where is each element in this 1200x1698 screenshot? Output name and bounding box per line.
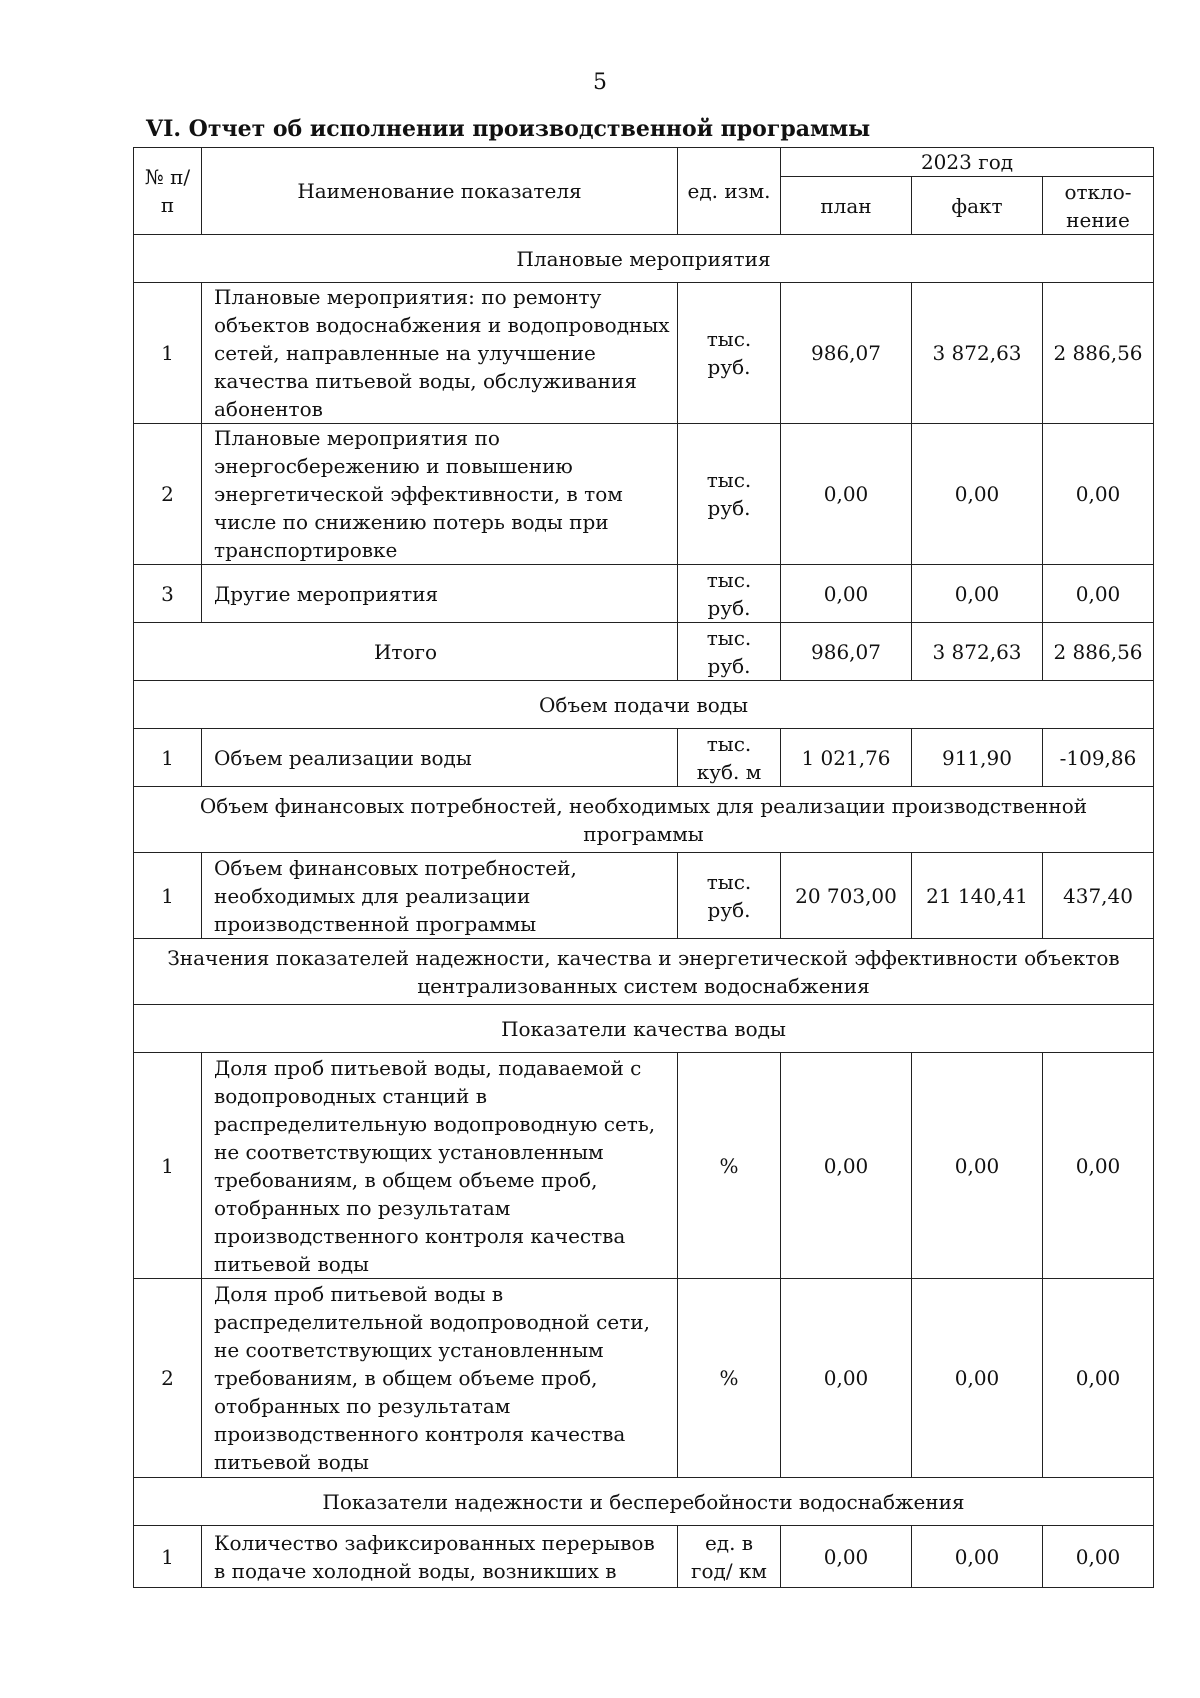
table-row [134,565,1154,623]
table-row [134,424,1154,565]
cell-deviation: 0,00 [1043,424,1154,565]
cell-deviation: 0,00 [1043,1279,1154,1478]
cell-unit: ед. в год/ км [678,1526,781,1588]
cell-plan: 0,00 [781,1279,912,1478]
header-deviation: откло-нение [1043,177,1154,235]
cell-num: 1 [134,283,202,424]
cell-plan: 1 021,76 [781,729,912,787]
cell-fact: 911,90 [912,729,1043,787]
total-label: Итого [134,623,678,681]
cell-plan: 0,00 [781,565,912,623]
cell-name: Другие мероприятия [202,565,678,623]
header-unit: ед. изм. [678,148,781,235]
cell-deviation: 0,00 [1043,1053,1154,1279]
cell-unit: тыс. руб. [678,623,781,681]
cell-num: 1 [134,1526,202,1588]
cell-fact: 3 872,63 [912,623,1043,681]
table-row [134,1053,1154,1279]
cell-fact: 0,00 [912,565,1043,623]
table-row [134,729,1154,787]
cell-fact: 0,00 [912,424,1043,565]
cell-unit: тыс. руб. [678,424,781,565]
cell-fact: 0,00 [912,1053,1043,1279]
cell-unit: % [678,1279,781,1478]
cell-name: Объем финансовых потребностей, необходимых для реализации производственной программы [202,853,678,939]
cell-num: 1 [134,729,202,787]
table-row [134,1526,1154,1588]
table-row [134,283,1154,424]
cell-unit: тыс. руб. [678,565,781,623]
section-title-cell: Плановые мероприятия [134,235,1154,283]
total-row [134,623,1154,681]
header-num: № п/п [134,148,202,235]
cell-plan: 20 703,00 [781,853,912,939]
section-title-cell: Значения показателей надежности, качества и энергетической эффективности объектов централизованных систем водоснабжения [134,939,1154,1005]
header-name: Наименование показателя [202,148,678,235]
cell-deviation: -109,86 [1043,729,1154,787]
header-fact: факт [912,177,1043,235]
cell-plan: 0,00 [781,1053,912,1279]
section-title-cell: Показатели надежности и бесперебойности водоснабжения [134,1478,1154,1526]
cell-num: 1 [134,1053,202,1279]
header-year: 2023 год [781,148,1154,177]
section-row [134,681,1154,729]
cell-fact: 21 140,41 [912,853,1043,939]
table-row [134,853,1154,939]
cell-deviation: 2 886,56 [1043,283,1154,424]
cell-deviation: 437,40 [1043,853,1154,939]
section-title-cell: Показатели качества воды [134,1005,1154,1053]
cell-name: Доля проб питьевой воды, подаваемой с водопроводных станций в распределительную водопроводную сеть, не соответствующих установленным требованиям, в общем объеме проб, отобранных по результатам производственного контроля качества питьевой воды [202,1053,678,1279]
cell-unit: тыс. руб. [678,853,781,939]
cell-num: 2 [134,1279,202,1478]
page-number: 5 [593,70,607,95]
section-row [134,235,1154,283]
cell-plan: 986,07 [781,623,912,681]
header-plan: план [781,177,912,235]
cell-fact: 0,00 [912,1279,1043,1478]
cell-num: 2 [134,424,202,565]
cell-name: Доля проб питьевой воды в распределительной водопроводной сети, не соответствующих установленным требованиям, в общем объеме проб, отобранных по результатам производственного контроля качества питьевой воды [202,1279,678,1478]
cell-num: 1 [134,853,202,939]
cell-name: Плановые мероприятия: по ремонту объектов водоснабжения и водопроводных сетей, направленные на улучшение качества питьевой воды, обслуживания абонентов [202,283,678,424]
cell-fact: 3 872,63 [912,283,1043,424]
cell-plan: 986,07 [781,283,912,424]
section-row [134,1005,1154,1053]
cell-deviation: 2 886,56 [1043,623,1154,681]
report-table [133,147,1154,1588]
header-row-top [134,148,1154,177]
cell-plan: 0,00 [781,424,912,565]
table-row [134,1279,1154,1478]
section-row [134,787,1154,853]
section-row [134,1478,1154,1526]
cell-unit: тыс. руб. [678,283,781,424]
cell-name: Количество зафиксированных перерывов в подаче холодной воды, возникших в [202,1526,678,1588]
cell-deviation: 0,00 [1043,1526,1154,1588]
cell-name: Плановые мероприятия по энергосбережению и повышению энергетической эффективности, в том числе по снижению потерь воды при транспортировке [202,424,678,565]
cell-num: 3 [134,565,202,623]
section-title: VI. Отчет об исполнении производственной программы [146,116,871,142]
cell-plan: 0,00 [781,1526,912,1588]
cell-deviation: 0,00 [1043,565,1154,623]
cell-fact: 0,00 [912,1526,1043,1588]
cell-unit: % [678,1053,781,1279]
cell-name: Объем реализации воды [202,729,678,787]
section-title-cell: Объем подачи воды [134,681,1154,729]
section-row [134,939,1154,1005]
section-title-cell: Объем финансовых потребностей, необходимых для реализации производственной программы [134,787,1154,853]
cell-unit: тыс. куб. м [678,729,781,787]
